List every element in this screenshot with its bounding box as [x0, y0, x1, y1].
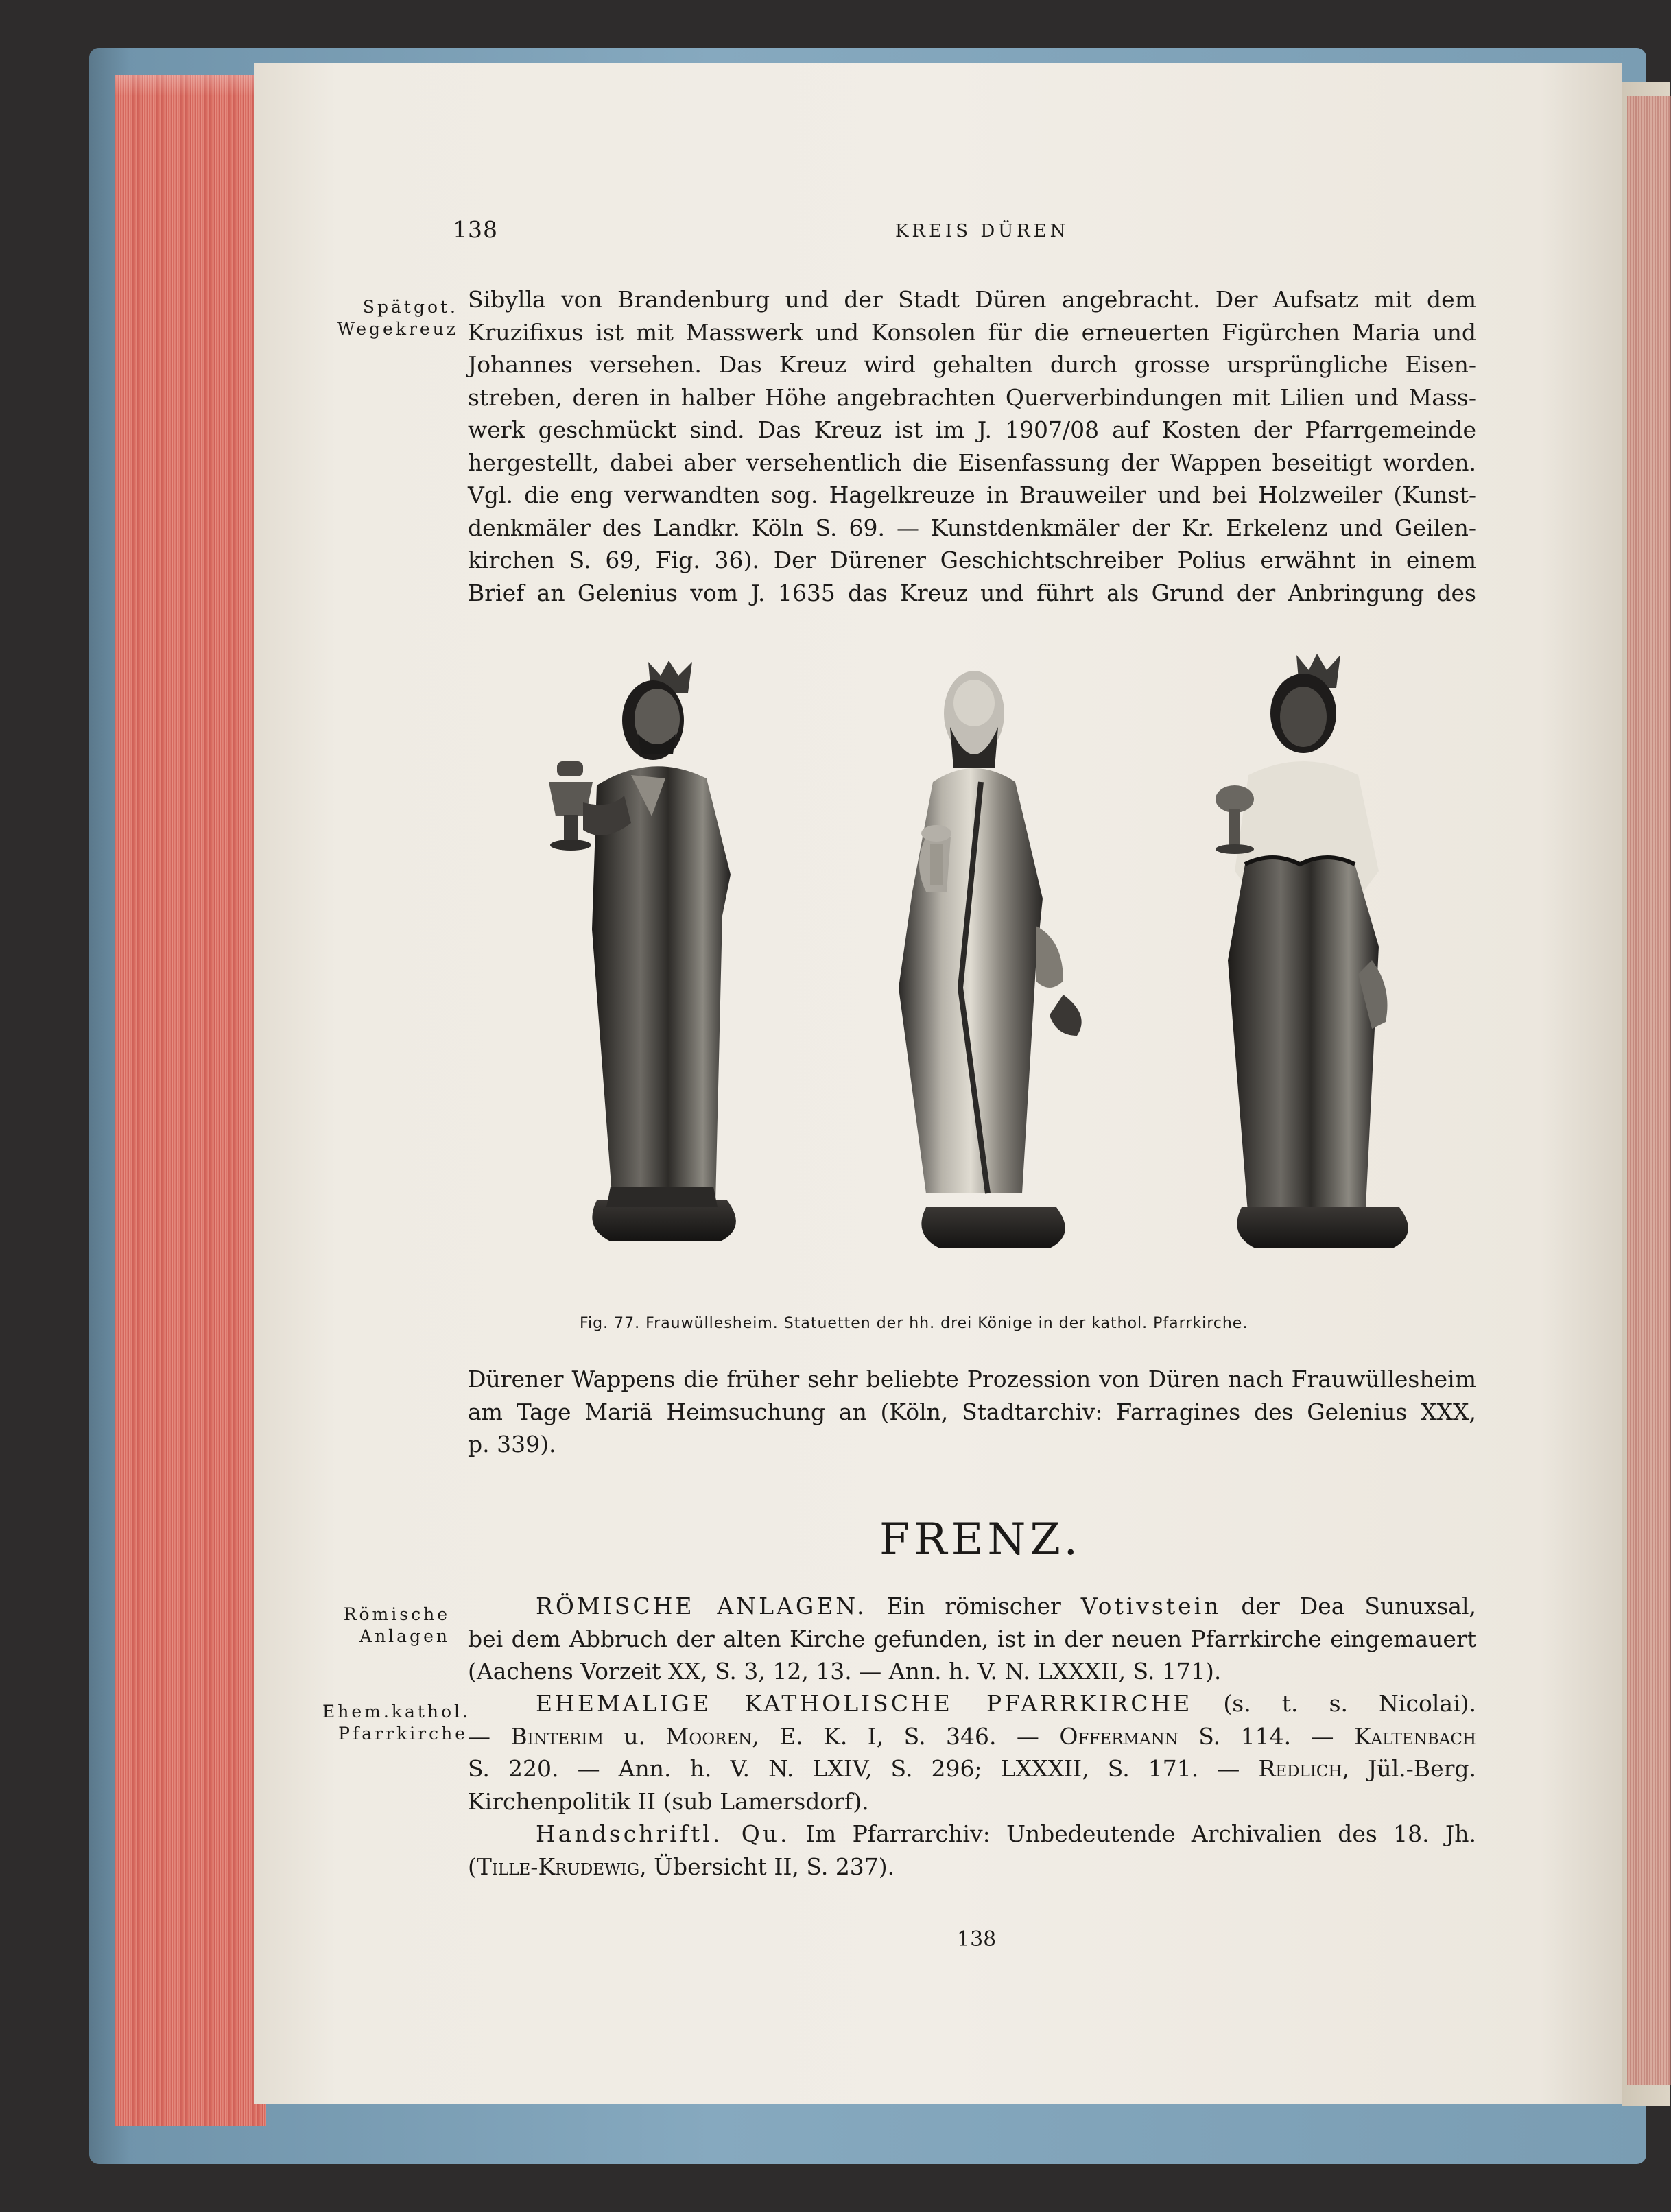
paragraph-roemische-anlagen [468, 1590, 1476, 1688]
margin-note-line: Pfarrkirche [338, 1724, 468, 1744]
page-edges [115, 75, 266, 2126]
handschriftl-heading: Handschriftl. Qu. [536, 1820, 790, 1847]
margin-note-line: Wegekreuz [337, 319, 458, 339]
text-fragment: S. 220. — Ann. h. V. N. LXIV, S. 296; LXXXII, S. 171. — [468, 1755, 1259, 1782]
text-line [468, 1851, 1476, 1883]
paragraph-1 [468, 283, 1476, 609]
page-edges-highlight [115, 75, 266, 96]
text-line: hergestellt, dabei aber versehentlich die Eisenfassung der Wappen beseitigt worden. [468, 449, 1476, 476]
text-line [468, 1590, 1476, 1623]
text-fragment: S. 114. — [1178, 1722, 1354, 1750]
text-line: p. 339). [468, 1431, 556, 1458]
text-fragment: ( [468, 1853, 477, 1880]
roemische-lead: Ein römischer [886, 1593, 1061, 1619]
margin-note-line: Spätgot. [362, 297, 458, 317]
text-line: Vgl. die eng verwandten sog. Hagelkreuze in Brauweiler und bei Holzweiler (Kunst- [468, 481, 1476, 508]
statue-left-king [549, 661, 736, 1241]
text-line: werk geschmückt sind. Das Kreuz ist im J. 1907/08 auf Kosten der Pfarrgemeinde [468, 416, 1476, 443]
statue-right-king [1216, 654, 1408, 1248]
text-fragment: , Jül.-Berg. [1342, 1755, 1476, 1782]
text-fragment: — [468, 1722, 511, 1750]
text-line [468, 1818, 1476, 1851]
margin-note-line: Anlagen [359, 1626, 450, 1646]
page-number-top: 138 [453, 216, 498, 243]
text-line [468, 1752, 1476, 1785]
text-fragment: , Übersicht II, S. 237). [639, 1853, 895, 1880]
page-number-bottom: 138 [957, 1927, 997, 1951]
text-line: bei dem Abbruch der alten Kirche gefunden, ist in der neuen Pfarrkirche eingemauert [468, 1625, 1476, 1652]
text-line: Johannes versehen. Das Kreuz wird gehalten durch grosse ursprüngliche Eisen- [468, 351, 1476, 378]
margin-note-pfarrkirche [322, 1701, 471, 1745]
figure-caption: Fig. 77. Frauwüllesheim. Statuetten der hh. drei Könige in der kathol. Pfarrkirche. [580, 1315, 1248, 1332]
text-line: Dürener Wappens die früher sehr beliebte Prozession von Düren nach Frauwüllesheim [468, 1366, 1476, 1392]
text-line: kirchen S. 69, Fig. 36). Der Dürener Geschichtschreiber Polius erwähnt in einem [468, 547, 1476, 573]
author-tille-krudewig: Tille-Krudewig [476, 1853, 640, 1880]
text-line: Kruzifixus ist mit Masswerk und Konsolen für die erneuerten Figürchen Maria und [468, 318, 1476, 346]
next-page-red-edge [1627, 96, 1671, 2085]
text-line: denkmäler des Landkr. Köln S. 69. — Kunstdenkmäler der Kr. Erkelenz und Geilen- [468, 514, 1476, 541]
statue-middle-king [899, 671, 1082, 1248]
text-line: streben, deren in halber Höhe angebrachten Querverbindungen mit Lilien und Mass- [468, 383, 1476, 411]
text-line [468, 1720, 1476, 1753]
roemische-rest: der Dea Sunuxsal, [1241, 1593, 1477, 1619]
margin-note-line: Römische [343, 1604, 450, 1624]
running-head: KREIS DÜREN [895, 221, 1069, 241]
text-fragment: u. [603, 1722, 666, 1750]
text-line: Brief an Gelenius vom J. 1635 das Kreuz und führt als Grund der Anbringung des [468, 579, 1476, 606]
text-line: (Aachens Vorzeit XX, S. 3, 12, 13. — Ann. h. V. N. LXXXII, S. 171). [468, 1658, 1222, 1685]
author-offermann: Offermann [1059, 1722, 1178, 1750]
text-line: Sibylla von Brandenburg und der Stadt Düren angebracht. Der Aufsatz mit dem [468, 286, 1476, 313]
margin-note-wegekreuz [322, 296, 458, 340]
paragraph-2 [468, 1363, 1476, 1461]
votivstein-term: Votivstein [1080, 1593, 1222, 1619]
margin-note-line: Ehem.kathol. [322, 1702, 471, 1722]
text-line: am Tage Mariä Heimsuchung an (Köln, Stadtarchiv: Farragines des Gelenius XXX, [468, 1398, 1476, 1425]
pfarrkirche-heading: EHEMALIGE KATHOLISCHE PFARRKIRCHE [536, 1690, 1193, 1717]
author-redlich: Redlich [1258, 1755, 1342, 1782]
text-line: Kirchenpolitik II (sub Lamersdorf). [468, 1787, 869, 1815]
pfarrkirche-heading-rest: (s. t. s. Nicolai). [1223, 1690, 1476, 1717]
statuettes-photo [501, 638, 1461, 1303]
author-mooren: Mooren [665, 1722, 752, 1750]
text-fragment: , E. K. I, S. 346. — [752, 1722, 1060, 1750]
figure-77 [501, 638, 1461, 1303]
roemische-heading: RÖMISCHE ANLAGEN. [536, 1593, 867, 1619]
text-fragment: Im Pfarrarchiv: Unbedeutende Archivalien des 18. Jh. [790, 1820, 1476, 1847]
margin-note-roemische [322, 1604, 450, 1648]
text-line [468, 1687, 1476, 1720]
paragraph-pfarrkirche [468, 1687, 1476, 1883]
author-kaltenbach: Kaltenbach [1353, 1722, 1476, 1750]
author-binterim: Binterim [510, 1722, 604, 1750]
section-title: FRENZ. [879, 1514, 1082, 1565]
